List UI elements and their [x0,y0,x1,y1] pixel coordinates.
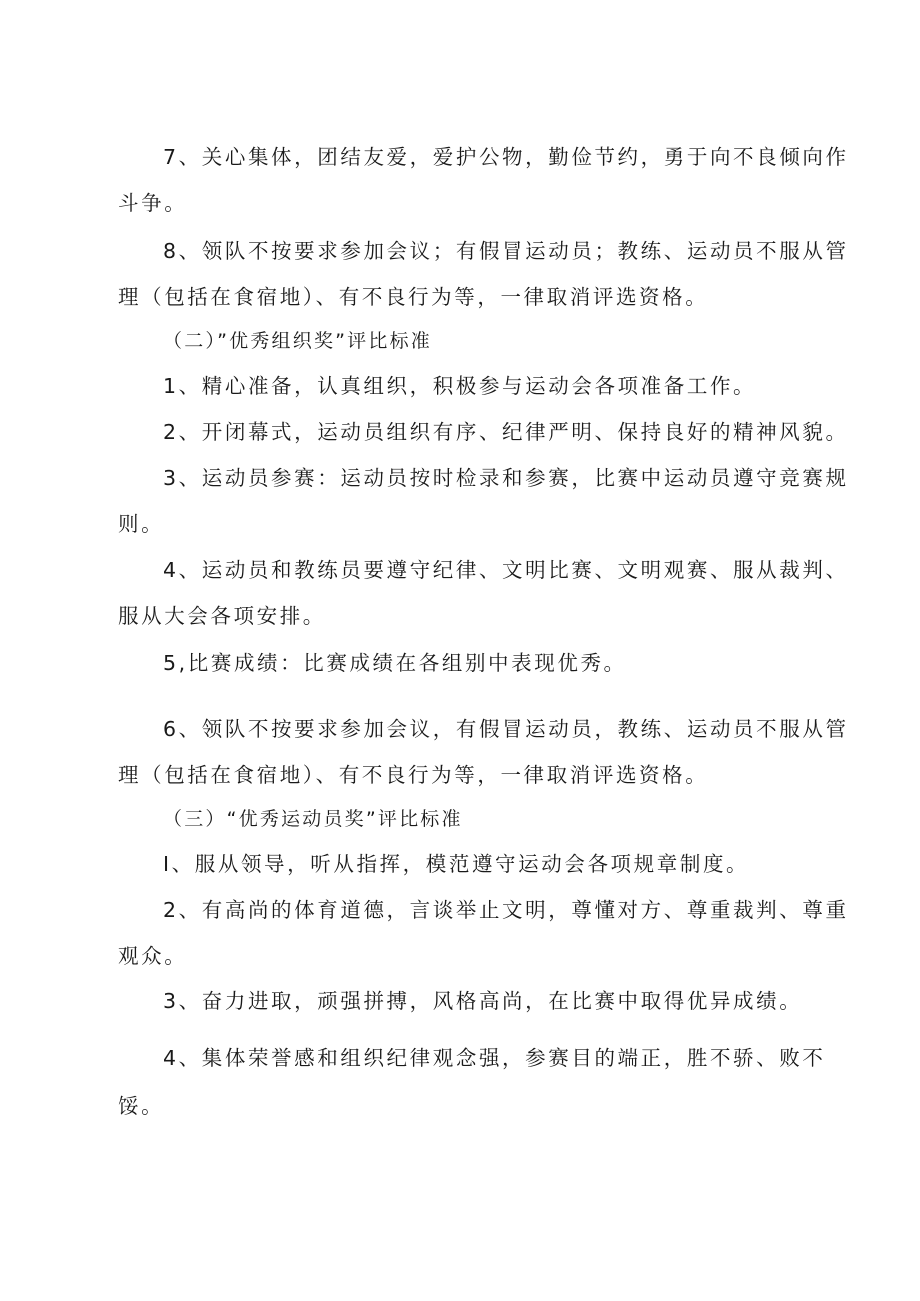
org-item-2: 2、开闭幕式，运动员组织有序、纪律严明、保持良好的精神风貌。 [163,420,849,444]
org-item-4-line-1: 4、运动员和教练员要遵守纪律、文明比赛、文明观赛、服从裁判、 [163,558,849,582]
org-item-5: 5,比赛成绩：比赛成绩在各组别中表现优秀。 [163,651,627,675]
section-heading-organization-award: （二）”优秀组织奖”评比标准 [163,330,432,352]
org-item-6-line-2: 理（包括在食宿地）、有不良行为等，一律取消评选资格。 [118,763,709,787]
athlete-item-1: I、服从领导，听从指挥，模范遵守运动会各项规章制度。 [163,852,750,876]
org-item-4-line-2: 服从大会各项安排。 [118,604,326,628]
athlete-item-4-line-2: 馁。 [118,1094,165,1118]
athlete-item-4-line-1: 4、集体荣誉感和组织纪律观念强，参赛目的端正，胜不骄、败不 [163,1046,826,1070]
athlete-item-3: 3、奋力进取，顽强拼搏，风格高尚，在比赛中取得优异成绩。 [163,989,803,1013]
athlete-item-2-line-2: 观众。 [118,944,188,968]
paragraph-7-line-1: 7、关心集体，团结友爱，爱护公物，勤俭节约，勇于向不良倾向作 [163,145,849,169]
paragraph-7-line-2: 斗争。 [118,191,188,215]
org-item-6-line-1: 6、领队不按要求参加会议，有假冒运动员，教练、运动员不服从管 [163,717,849,741]
section-heading-athlete-award: （三）“优秀运动员奖”评比标准 [163,808,463,830]
org-item-3-line-1: 3、运动员参赛：运动员按时检录和参赛，比赛中运动员遵守竞赛规 [163,466,849,490]
athlete-item-2-line-1: 2、有高尚的体育道德，言谈举止文明，尊懂对方、尊重裁判、尊重 [163,898,849,922]
paragraph-8-line-1: 8、领队不按要求参加会议；有假冒运动员；教练、运动员不服从管 [163,239,849,263]
paragraph-8-line-2: 理（包括在食宿地）、有不良行为等，一律取消评选资格。 [118,285,709,309]
org-item-3-line-2: 则。 [118,512,165,536]
org-item-1: 1、精心准备，认真组织，积极参与运动会各项准备工作。 [163,374,757,398]
